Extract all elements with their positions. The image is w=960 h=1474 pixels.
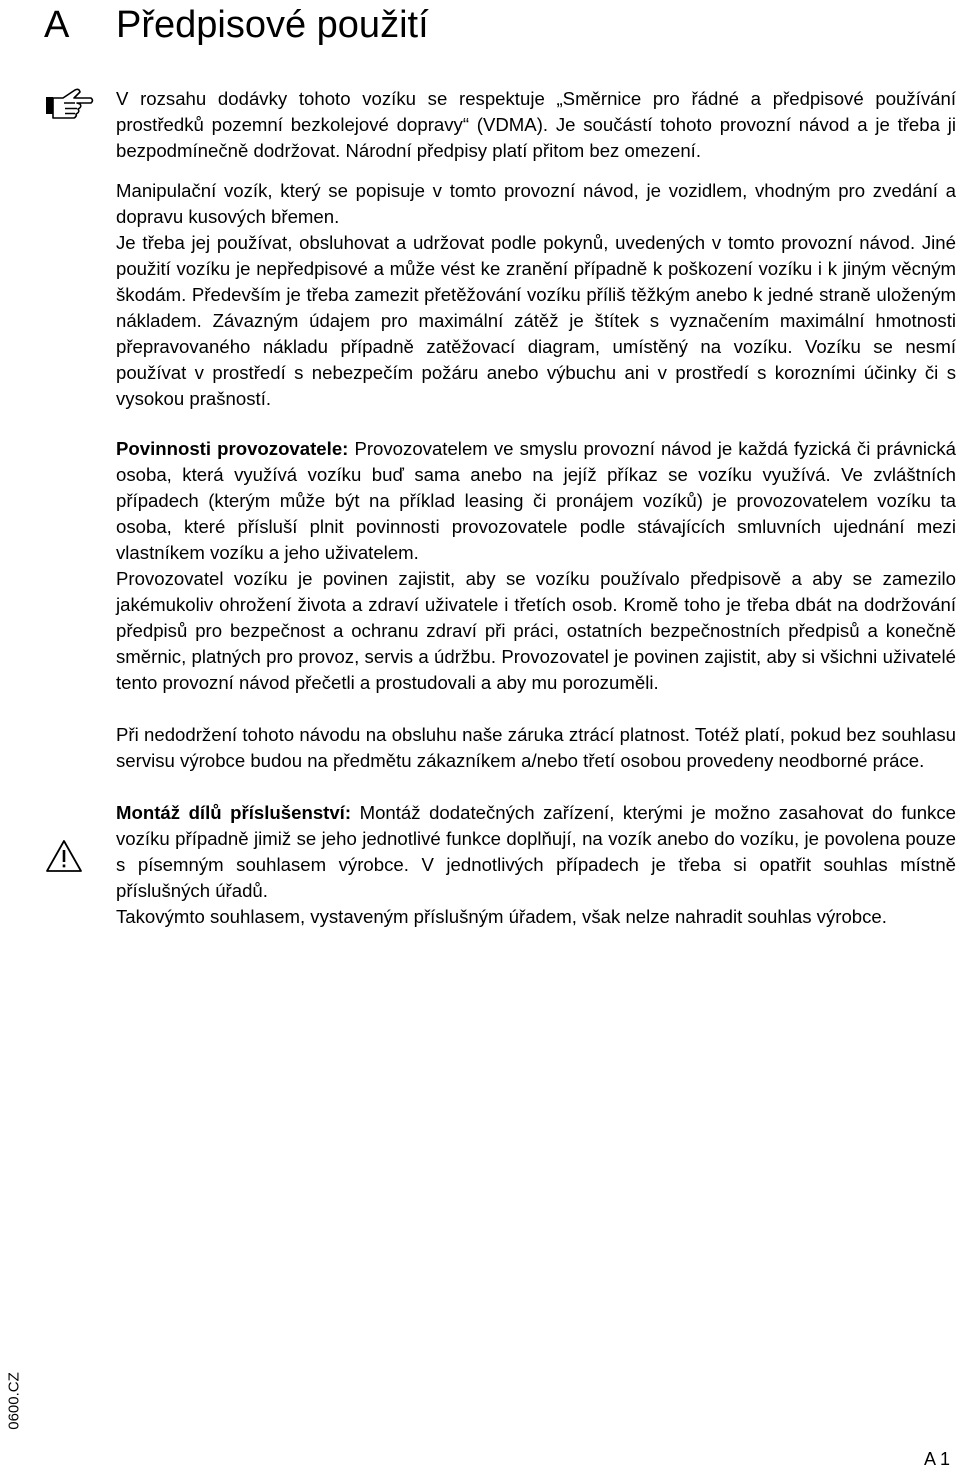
paragraph-operator-obligations: Provozovatel vozíku je povinen zajistit, aby se vozíku používalo předpisově a aby se zamezilo jakémukoliv ohrožení života a zdraví uživatele i třetích osob. Kromě toho je třeba dbát na dodržování předpisů pro bezpečnost a ochranu zdraví při práci, ostatních bezpečnostních předpisů a konečně směrnic, platných pro provoz, servis a údržbu. Provozovatel je povinen zajistit, aby si všichni uživatelé tento provozní návod přečetli a prostudovali a aby mu porozuměli. — [116, 568, 956, 693]
operator-duties-heading: Povinnosti provozovatele: — [116, 438, 349, 459]
paragraph-warranty-warning: Při nedodržení tohoto návodu na obsluhu naše záruka ztrácí platnost. Totéž platí, pokud bez souhlasu servisu výrobce budou na předmětu zákazníkem a/nebo třetí osobou provedeny neodborné práce. — [116, 724, 956, 771]
warning-triangle-icon — [44, 838, 84, 874]
page-number: A 1 — [923, 1449, 950, 1469]
paragraph-authority-approval: Takovýmto souhlasem, vystaveným příslušným úřadem, však nelze nahradit souhlas výrobce. — [116, 906, 887, 927]
accessories-heading: Montáž dílů příslušenství: — [116, 802, 352, 823]
operator-duties-text: Provozovatelem ve smyslu provozní návod je každá fyzická či právnická osoba, která využívá vozíku buď sama anebo na jejíž příkaz se vozíku využívá. Ve zvláštních případech (kterým může být na příklad leasing či pronájem vozíků) je provozovatelem vozíku ta osoba, které přísluší plnit povinnosti provozovatele podle stávajících smluvních ujednání mezi vlastníkem vozíku a jeho uživatelem. — [116, 438, 956, 563]
document-body — [116, 86, 956, 930]
document-code — [0, 1352, 28, 1450]
paragraph-scope: V rozsahu dodávky tohoto vozíku se respektuje „Směrnice pro řádné a předpisové používání prostředků pozemní bezkolejové dopravy“ (VDMA). Je součástí tohoto provozní návod a je třeba ji bezpodmínečně dodržovat. Národní předpisy platí přitom bez omezení. — [116, 88, 956, 161]
accessories-text: Montáž dodatečných zařízení, kterými je možno zasahovat do funkce vozíku případně jimiž se jeho jednotlivé funkce doplňují, na vozík anebo do vozíku, je povolena pouze s písemným souhlasem výrobce. V jednotlivých případech je třeba si opatřit souhlas místně příslušných úřadů. — [116, 802, 956, 901]
pointing-hand-icon — [44, 86, 94, 122]
document-code-label: 0600.CZ — [5, 1372, 23, 1430]
paragraph-operator-duties — [116, 436, 956, 566]
page-title: Předpisové použití — [116, 4, 429, 46]
paragraph-accessories — [116, 800, 956, 904]
paragraph-usage-rules: Je třeba jej používat, obsluhovat a udržovat podle pokynů, uvedených v tomto provozní návod. Jiné použití vozíku je nepředpisové a může vést ke zranění případně k poškození vozíku i k jiným věcným škodám. Především je třeba zamezit přetěžování vozíku příliš těžkým anebo k jedné straně uloženým nákladem. Závazným údajem pro maximální zátěž je štítek s vyznačením maximální hmotnosti přepravovaného nákladu případně zatěžovací diagram, umístěný na vozíku. Vozíku se nesmí používat v prostředí s nebezpečím požáru anebo výbuchu ani v prostředí s korozními účinky či s vysokou prašností. — [116, 232, 956, 409]
chapter-letter: A — [44, 4, 70, 46]
paragraph-vehicle-purpose: Manipulační vozík, který se popisuje v tomto provozní návod, je vozidlem, vhodným pro zvedání a dopravu kusových břemen. — [116, 180, 956, 227]
page-header — [0, 0, 960, 60]
